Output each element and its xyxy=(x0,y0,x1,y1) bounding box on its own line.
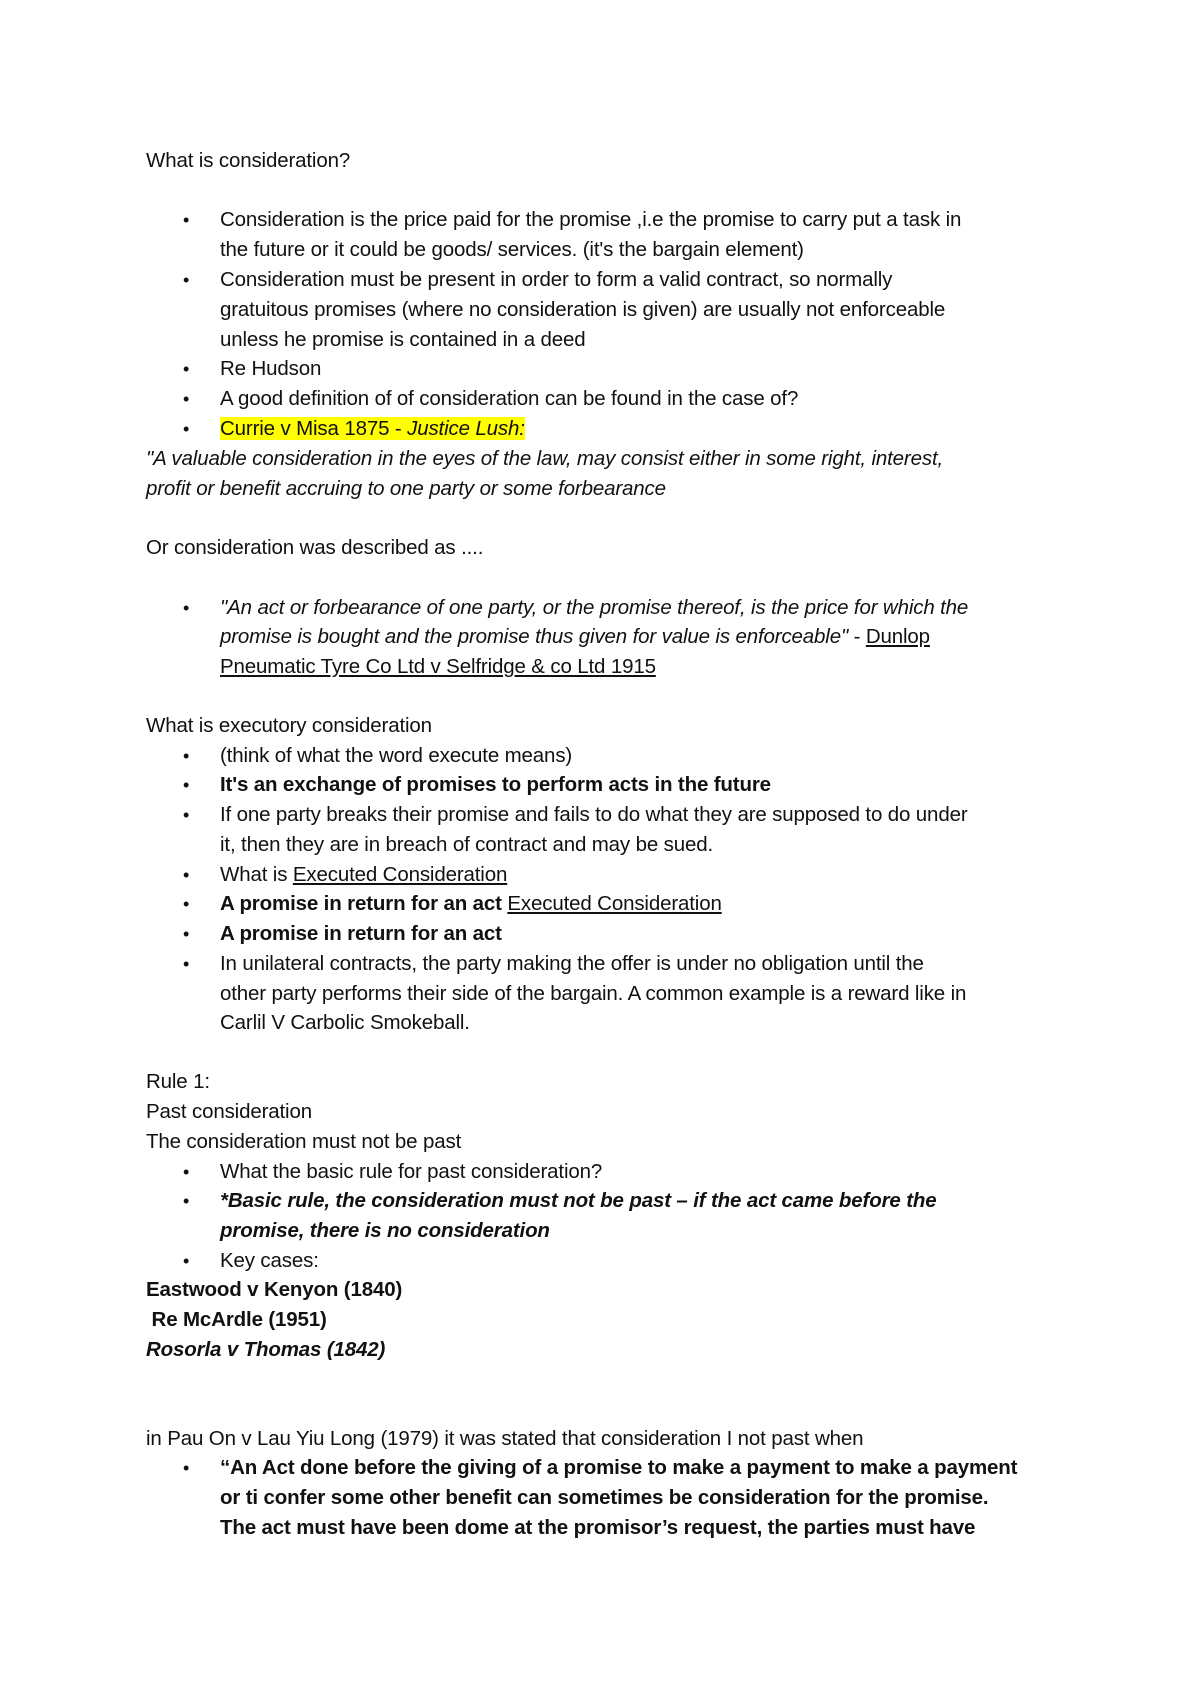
s1-bullet2-line3: unless he promise is contained in a deed xyxy=(220,328,586,351)
s3-bullet5-prefix: A promise in return for an act xyxy=(220,892,508,915)
s3-bullet5 xyxy=(220,889,722,919)
case-name-highlight: Currie v Misa 1875 - xyxy=(220,417,408,440)
rule-subtitle: Past consideration xyxy=(146,1100,312,1123)
judge-name-highlight: Justice Lush: xyxy=(407,417,525,440)
s3-bullet4 xyxy=(220,860,507,890)
pau-quote-line3: The act must have been dome at the promisor’s request, the parties must have xyxy=(220,1516,976,1539)
dunlop-quote-line2 xyxy=(220,622,930,652)
bullet-icon: • xyxy=(183,1251,190,1271)
s3-bullet7-line1: In unilateral contracts, the party making the offer is under no obligation until the xyxy=(220,952,924,975)
s1-bullet1-line2: the future or it could be goods/ services. (it's the bargain element) xyxy=(220,238,804,261)
bullet-icon: • xyxy=(183,746,190,766)
case-rosorla: Rosorla v Thomas (1842) xyxy=(146,1338,386,1361)
rule-statement: The consideration must not be past xyxy=(146,1130,462,1153)
s1-bullet3: Re Hudson xyxy=(220,357,322,380)
s3-bullet7-line3: Carlil V Carbolic Smokeball. xyxy=(220,1011,470,1034)
rule-bullet2-line2: promise, there is no consideration xyxy=(220,1219,550,1242)
bullet-icon: • xyxy=(183,359,190,379)
s3-bullet1: (think of what the word execute means) xyxy=(220,744,573,767)
bullet-icon: • xyxy=(183,865,190,885)
bullet-icon: • xyxy=(183,924,190,944)
s3-bullet3-line2: it, then they are in breach of contract and may be sued. xyxy=(220,833,714,856)
s1-bullet1-line1: Consideration is the price paid for the promise ,i.e the promise to carry put a task in xyxy=(220,208,962,231)
rule-bullet1: What the basic rule for past consideration? xyxy=(220,1160,603,1183)
s1-bullet4: A good definition of of consideration can be found in the case of? xyxy=(220,387,799,410)
bullet-icon: • xyxy=(183,954,190,974)
dunlop-quote-line1: "An act or forbearance of one party, or the promise thereof, is the price for which the xyxy=(220,596,969,619)
s3-bullet7-line2: other party performs their side of the bargain. A common example is a reward like in xyxy=(220,982,967,1005)
bullet-icon: • xyxy=(183,775,190,795)
bullet-icon: • xyxy=(183,270,190,290)
currie-quote-line1: "A valuable consideration in the eyes of the law, may consist either in some right, interest, xyxy=(146,447,944,470)
rule-bullet2-line1: *Basic rule, the consideration must not be past – if the act came before the xyxy=(220,1189,937,1212)
s1-bullet2-line1: Consideration must be present in order to form a valid contract, so normally xyxy=(220,268,893,291)
dunlop-quote-end: promise is bought and the promise thus given for value is enforceable" xyxy=(220,625,849,648)
pau-quote-line2: or ti confer some other benefit can sometimes be consideration for the promise. xyxy=(220,1486,989,1509)
s3-bullet6: A promise in return for an act xyxy=(220,922,502,945)
pau-intro: in Pau On v Lau Yiu Long (1979) it was stated that consideration I not past when xyxy=(146,1427,864,1450)
bullet-icon: • xyxy=(183,894,190,914)
s3-bullet2: It's an exchange of promises to perform acts in the future xyxy=(220,773,771,796)
currie-quote-line2: profit or benefit accruing to one party or some forbearance xyxy=(146,477,666,500)
rule-bullet3: Key cases: xyxy=(220,1249,319,1272)
dunlop-separator: - xyxy=(848,625,866,648)
bullet-icon: • xyxy=(183,805,190,825)
s1-bullet2-line2: gratuitous promises (where no consideration is given) are usually not enforceable xyxy=(220,298,946,321)
heading-executory: What is executory consideration xyxy=(146,714,432,737)
executed-consideration-link[interactable]: Executed Consideration xyxy=(292,863,508,886)
executed-consideration-link[interactable]: Executed Consideration xyxy=(507,892,722,915)
s3-bullet4-prefix: What is xyxy=(220,863,293,886)
bullet-icon: • xyxy=(183,1162,190,1182)
heading-what-is-consideration: What is consideration? xyxy=(146,149,351,172)
s3-bullet3-line1: If one party breaks their promise and fails to do what they are supposed to do under xyxy=(220,803,968,826)
bullet-icon: • xyxy=(183,419,190,439)
or-described-line: Or consideration was described as .... xyxy=(146,536,484,559)
rule-title: Rule 1: xyxy=(146,1070,210,1093)
bullet-icon: • xyxy=(183,210,190,230)
case-eastwood: Eastwood v Kenyon (1840) xyxy=(146,1278,403,1301)
s1-bullet5-highlighted xyxy=(220,414,525,444)
bullet-icon: • xyxy=(183,1191,190,1211)
bullet-icon: • xyxy=(183,389,190,409)
dunlop-case-part2: Pneumatic Tyre Co Ltd v Selfridge & co Ltd 1915 xyxy=(220,655,656,678)
case-mcardle: Re McArdle (1951) xyxy=(146,1308,327,1331)
bullet-icon: • xyxy=(183,598,190,618)
dunlop-case-part1: Dunlop xyxy=(865,625,930,648)
pau-quote-line1: “An Act done before the giving of a promise to make a payment to make a payment xyxy=(220,1456,1018,1479)
bullet-icon: • xyxy=(183,1458,190,1478)
